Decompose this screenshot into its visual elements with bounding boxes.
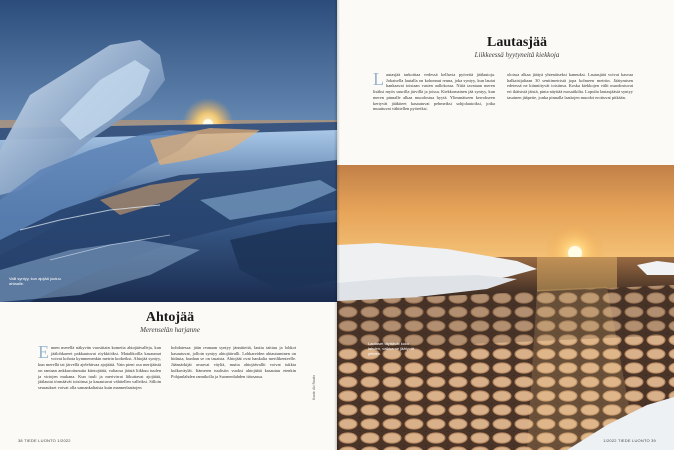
article-title-ahtojaa: Ahtojää [145, 310, 195, 325]
page-folio-right: 1/2022 TIEDE LUONTO 39 [603, 438, 656, 443]
article-subtitle-lautasjaa: Liikkeessä hyytyneitä kiekkoja [474, 51, 560, 59]
article-title-lautasjaa: Lautasjää [487, 35, 547, 50]
ahtojaa-column-2: kohdatessa: jään reunaan syntyy jännitteitä, lautta taittuu ja lohkot kasautuvat, jolloin syntyy ahtojäävalli. Lohkareiden ahtautuminen on hidasta, kunhan se on tasaista. Ahtojäät ovat hankalia merilikenteelle. Jäänsärkijät avaavat väyliä, mutta ahtojäävallit voivat tukkia kulkuväylät. Itämeren tuulisiin vuoksi ahtojäätä kasautuu etenkin Pohjanlahden rannikolla ja Suomenlahden itäosassa. [171, 345, 296, 379]
page-folio-left: 38 TIEDE LUONTO 1/2022 [18, 438, 71, 443]
ice-photo-caption: Valli syntyy, kun ajojää joutuu ahtaalle. [9, 276, 61, 286]
pancake-ice-photo [337, 165, 674, 450]
photo-credit [312, 320, 318, 400]
photo-credit-text: Kuvat: Aki Rautio [312, 374, 316, 400]
lautasjaa-column-2: oloissa alkaa jäätyä yhtenäiseksi kannuksi. Lautasjäät voivat kasvaa halkaisijaltaan 30 senttimetristä jopa kolmeen metriin. Jäätymisen edetessä ne kiinnittyvät toisiinsa. Koska kiekkojen välit muodostuvat eri ikäisistä jäistä, pinta näyttää mosaiikilta. Lopulta lautasjäästä syntyy tasainen jääpeite, jonka pinnalla laattojen muodot erottuvat pitkään. [507, 72, 633, 100]
dropcap-e: E [38, 342, 49, 362]
article-subtitle-ahtojaa: Merenselän harjanne [140, 326, 200, 334]
ice-ridge-image [0, 0, 337, 302]
pancake-photo-caption: Lautaset täyttävät koko lahden, vaikka ne jäätyvät yhteen. [368, 341, 415, 356]
ahtojaa-column-1-text: nnen merellä näkyvän vuosittain komeita ahtojäävalleja, kun jäälohkareet pakkautuvat röykkiöiksi. Matalikoilla kasaumat voivat kohota kymmenenkin metrin korkeiksi. Ahtojää syntyy, kun merellä tai järvellä ajelehtivaa ajojäätä. Vain pieni osa merijäästä on rantaan ankkuroitunutta kiintojäätä, valtaosa jäästä liikkuu tuulen ja virtojen mukana. Kun tuuli ja merivirrat liikuttavat ajojäätä, jäälautat törmäävät toisiinsa ja kasautuvat vähitellen valleiksi. Silloin seuraukset voivat olla samankaltaisia kuin mannerlaattojen [38, 345, 161, 390]
ahtojaa-column-1 [38, 342, 161, 391]
ice-ridge-photo [0, 0, 337, 302]
pancake-ice-image [337, 165, 674, 450]
lautasjaa-column-1 [373, 69, 495, 112]
lautasjaa-column-1-text: autasjää tarkoittaa vedessä kelluvia pyöreitä jäälautoja. Jokaisella lautalla on kohonnut reuna, joka syntyy, kun lautat hankaavat toisiaan vasten aallokossa. Niitä tavataan meren lisäksi myös suurilla järvillä ja joissa. Kiekkomainen jää syntyy, kun meren pinnalle alkaa muodostua hyytä. Ylimmäiseen kerrokseen kertyvät jääkiteet kasautuvat pehmeiksi sohjolautoiksi, jotka muuttuvat vähitellen pyöreiksi. [373, 72, 495, 112]
dropcap-l: L [373, 69, 384, 89]
right-page [337, 0, 674, 450]
